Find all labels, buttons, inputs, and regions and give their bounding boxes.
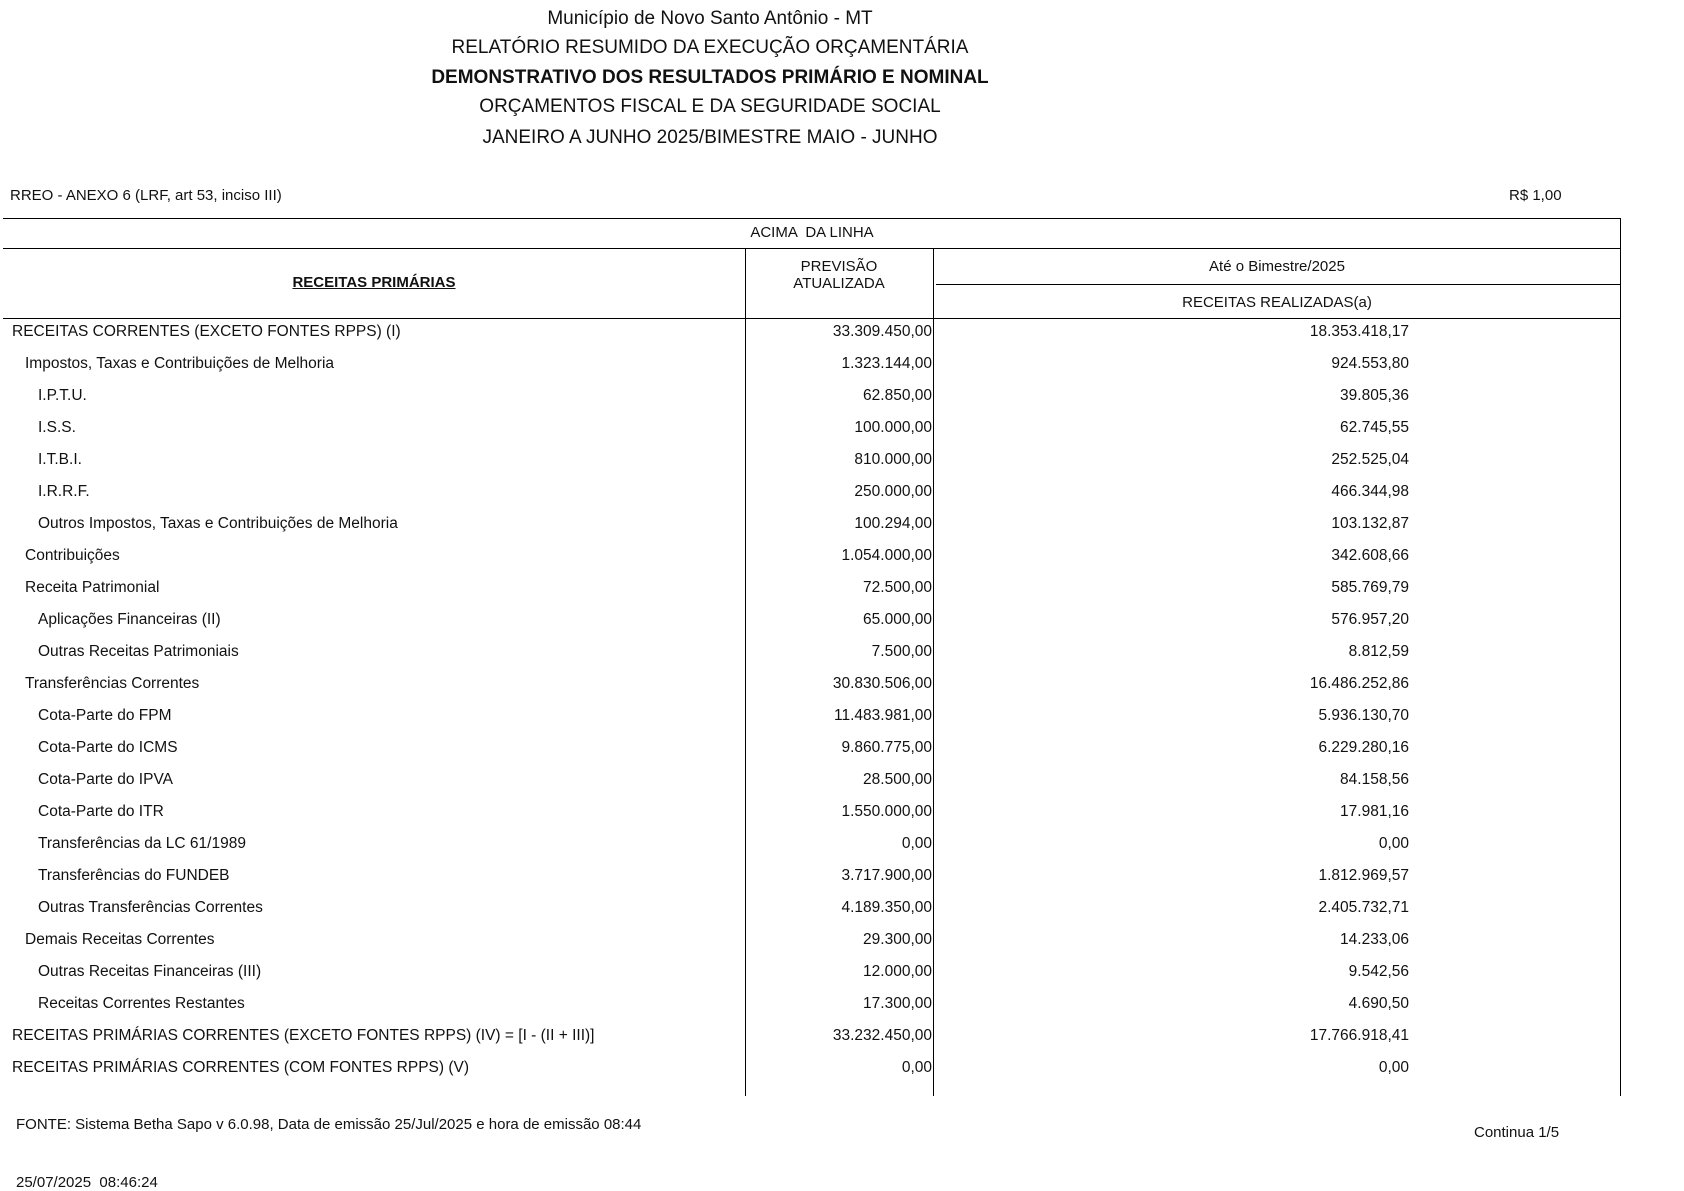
realizadas-value: 8.812,59	[1348, 643, 1409, 660]
previsao-value: 4.189.350,00	[841, 899, 932, 916]
budget-scope: ORÇAMENTOS FISCAL E DA SEGURIDADE SOCIAL	[479, 96, 941, 117]
table-row	[3, 638, 1621, 670]
row-label: Outros Impostos, Taxas e Contribuições de Melhoria	[38, 515, 398, 532]
realizadas-value: 5.936.130,70	[1318, 707, 1409, 724]
row-label: RECEITAS CORRENTES (EXCETO FONTES RPPS) (I)	[12, 323, 401, 340]
table-row	[3, 1022, 1621, 1054]
previsao-value: 9.860.775,00	[841, 739, 932, 756]
table-row	[3, 1054, 1621, 1086]
previsao-value: 100.294,00	[854, 515, 932, 532]
column-header-previsao: PREVISÃO ATUALIZADA	[793, 258, 885, 292]
table-row	[3, 350, 1621, 382]
row-label: Cota-Parte do FPM	[38, 707, 172, 724]
previsao-value: 3.717.900,00	[841, 867, 932, 884]
row-label: Outras Receitas Financeiras (III)	[38, 963, 262, 980]
previsao-value: 28.500,00	[863, 771, 932, 788]
table-row	[3, 862, 1621, 894]
table-row	[3, 926, 1621, 958]
realizadas-value: 6.229.280,16	[1318, 739, 1409, 756]
report-title: RELATÓRIO RESUMIDO DA EXECUÇÃO ORÇAMENTÁRIA	[451, 37, 969, 58]
table-row	[3, 478, 1621, 510]
previsao-value: 100.000,00	[854, 419, 932, 436]
row-label: Cota-Parte do IPVA	[38, 771, 173, 788]
previsao-value: 1.054.000,00	[841, 547, 932, 564]
table-row	[3, 574, 1621, 606]
row-label: Transferências do FUNDEB	[38, 867, 230, 884]
table-row	[3, 414, 1621, 446]
previsao-value: 30.830.506,00	[832, 675, 932, 692]
previsao-value: 810.000,00	[854, 451, 932, 468]
row-label: Transferências Correntes	[25, 675, 200, 692]
table-row	[3, 734, 1621, 766]
previsao-value: 17.300,00	[863, 995, 932, 1012]
column-header-receitas: RECEITAS PRIMÁRIAS	[292, 274, 456, 291]
row-label: I.P.T.U.	[38, 387, 87, 404]
row-label: Contribuições	[25, 547, 120, 564]
previsao-value: 12.000,00	[863, 963, 932, 980]
row-label: Cota-Parte do ITR	[38, 803, 164, 820]
table-row	[3, 510, 1621, 542]
realizadas-value: 0,00	[1378, 835, 1409, 852]
column-header-period: Até o Bimestre/2025	[1209, 258, 1345, 275]
realizadas-value: 4.690,50	[1348, 995, 1409, 1012]
section-title: ACIMA DA LINHA	[750, 224, 874, 241]
municipality-title: Município de Novo Santo Antônio - MT	[547, 8, 873, 29]
report-subtitle: DEMONSTRATIVO DOS RESULTADOS PRIMÁRIO E NOMINAL	[431, 67, 989, 88]
previsao-value: 65.000,00	[863, 611, 932, 628]
realizadas-value: 17.981,16	[1340, 803, 1409, 820]
previsao-value: 11.483.981,00	[834, 707, 932, 724]
realizadas-value: 576.957,20	[1331, 611, 1409, 628]
realizadas-value: 62.745,55	[1340, 419, 1409, 436]
realizadas-value: 585.769,79	[1331, 579, 1409, 596]
previsao-value: 1.323.144,00	[841, 355, 932, 372]
table-row	[3, 830, 1621, 862]
table-row	[3, 670, 1621, 702]
row-label: Transferências da LC 61/1989	[38, 835, 246, 852]
realizadas-value: 924.553,80	[1331, 355, 1409, 372]
table-row	[3, 446, 1621, 478]
table-row	[3, 382, 1621, 414]
row-label: RECEITAS PRIMÁRIAS CORRENTES (EXCETO FONTES RPPS) (IV) = [I - (II + III)]	[12, 1027, 595, 1044]
previsao-value: 250.000,00	[854, 483, 932, 500]
table-row	[3, 798, 1621, 830]
table-row	[3, 542, 1621, 574]
continuation-label: Continua 1/5	[1474, 1124, 1560, 1141]
row-label: Outras Transferências Correntes	[38, 899, 263, 916]
print-timestamp: 25/07/2025 08:46:24	[16, 1174, 158, 1191]
previsao-value: 1.550.000,00	[841, 803, 932, 820]
receitas-table	[3, 218, 1621, 1096]
realizadas-value: 84.158,56	[1340, 771, 1409, 788]
previsao-value: 0,00	[901, 835, 932, 852]
table-row	[3, 958, 1621, 990]
row-label: I.T.B.I.	[38, 451, 82, 468]
row-label: Outras Receitas Patrimoniais	[38, 643, 239, 660]
row-label: RECEITAS PRIMÁRIAS CORRENTES (COM FONTES RPPS) (V)	[12, 1059, 470, 1076]
realizadas-value: 14.233,06	[1340, 931, 1409, 948]
row-label: Receitas Correntes Restantes	[38, 995, 245, 1012]
realizadas-value: 17.766.918,41	[1309, 1027, 1409, 1044]
annex-label: RREO - ANEXO 6 (LRF, art 53, inciso III)	[10, 187, 282, 204]
row-label: Cota-Parte do ICMS	[38, 739, 178, 756]
table-row	[3, 766, 1621, 798]
realizadas-value: 18.353.418,17	[1309, 323, 1409, 340]
realizadas-value: 9.542,56	[1348, 963, 1409, 980]
row-label: Receita Patrimonial	[25, 579, 160, 596]
realizadas-value: 2.405.732,71	[1318, 899, 1409, 916]
realizadas-value: 16.486.252,86	[1309, 675, 1409, 692]
realizadas-value: 0,00	[1378, 1059, 1409, 1076]
previsao-value: 33.309.450,00	[832, 323, 932, 340]
previsao-value: 72.500,00	[863, 579, 932, 596]
table-row	[3, 894, 1621, 926]
table-row	[3, 606, 1621, 638]
realizadas-value: 342.608,66	[1331, 547, 1409, 564]
previsao-value: 29.300,00	[863, 931, 932, 948]
previsao-value: 62.850,00	[863, 387, 932, 404]
previsao-value: 33.232.450,00	[832, 1027, 932, 1044]
table-row	[3, 702, 1621, 734]
table-row	[3, 318, 1621, 350]
previsao-value: 0,00	[901, 1059, 932, 1076]
previsao-value: 7.500,00	[871, 643, 932, 660]
realizadas-value: 1.812.969,57	[1318, 867, 1409, 884]
row-label: I.R.R.F.	[38, 483, 90, 500]
table-row	[3, 990, 1621, 1022]
currency-label: R$ 1,00	[1509, 187, 1562, 204]
realizadas-value: 39.805,36	[1340, 387, 1409, 404]
realizadas-value: 103.132,87	[1331, 515, 1409, 532]
source-note: FONTE: Sistema Betha Sapo v 6.0.98, Data de emissão 25/Jul/2025 e hora de emissão 08:44	[16, 1116, 642, 1133]
realizadas-value: 466.344,98	[1331, 483, 1409, 500]
column-header-realizadas: RECEITAS REALIZADAS(a)	[1182, 294, 1372, 311]
row-label: Aplicações Financeiras (II)	[38, 611, 221, 628]
report-period: JANEIRO A JUNHO 2025/BIMESTRE MAIO - JUNHO	[482, 127, 938, 148]
realizadas-value: 252.525,04	[1331, 451, 1409, 468]
row-label: Demais Receitas Correntes	[25, 931, 215, 948]
row-label: I.S.S.	[38, 419, 76, 436]
row-label: Impostos, Taxas e Contribuições de Melhoria	[25, 355, 335, 372]
